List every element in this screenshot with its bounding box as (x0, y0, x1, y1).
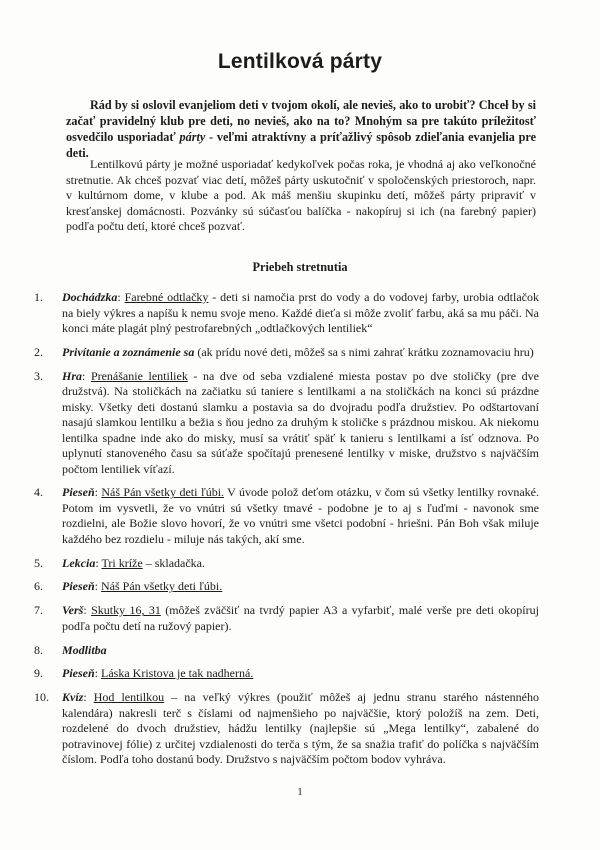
intro-party-word: párty (179, 130, 206, 144)
list-item-number: 7. (34, 603, 43, 618)
list-item (34, 643, 539, 659)
list-item-number: 3. (34, 368, 43, 383)
intro-bold-paragraph (66, 97, 536, 161)
list-item (34, 369, 539, 478)
list-item-label: Privítanie a zoznámenie sa (62, 344, 195, 359)
list-item-number: 8. (34, 642, 43, 657)
list-item-text: (ak prídu nové deti, môžeš sa s nimi zahrať krátku zoznamovaciu hru) (194, 344, 534, 359)
list-item-text: - deti si namočia prst do vody a do vodovej farby, urobia odtlačok na biely výkres a napíšu k nemu svoje meno. Každé dieťa si môže zvoliť farbu, aká sa mu páči. Na konci máte plagát plný pestrofarebných „odtlačkových lentiliek“ (62, 290, 539, 335)
list-item-content: Kvíz: Hod lentilkou – na veľký výkres (použiť môžeš aj jednu stranu starého nástenného kalendára) nakresli terč s číslami od najmenšieho po najväčšie, ktorý položíš na zem. Deti, rozdelené do dvoch družstiev, hádžu lentilky (najlepšie sú „Mega lentilky“, zabalené do potravinovej fólie) z určitej vzdialenosti do terča s tým, že sa snažia trafiť do políčka s najväčším číslom. Podľa toho dostanú body. Družstvo s najväčším počtom bodov vyhráva. (62, 690, 539, 767)
list-item-number: 6. (34, 579, 43, 594)
list-item-label: Pieseň (62, 579, 95, 594)
page-title: Lentilková párty (217, 50, 383, 73)
list-item-content: Pieseň: Náš Pán všetky deti ľúbi. V úvode polož deťom otázku, v čom sú všetky lentilky rovnaké. Potom im vysvetli, že vo vnútri sú všetky tmavé - podobne je to aj s ľuďmi - navonok sme rozdielni, ale Božie slovo hovorí, že vo vnútri sme všetci podobní - hriešni. Pán Boh však miluje každého bez rozdielu - miluje nás takých, akí sme. (62, 485, 539, 546)
list-item (34, 290, 539, 337)
list-item (34, 556, 539, 572)
list-item-number: 4. (34, 485, 43, 500)
list-item-label: Pieseň (62, 485, 95, 500)
intro-bold-a: Rád by si oslovil evanjeliom deti v tvojom okolí, ale nevieš, ako to urobiť? Chceł by si začať pravidelný klub pre deti, no nevieš, ako na to? Mnohým sa pre takúto príležitosť osvedčilo usporiadať (66, 98, 536, 144)
list-item-content: Lekcia: Tri kríže – skladačka. (62, 555, 205, 570)
list-item (34, 579, 539, 595)
list-item-content: Hra: Prenášanie lentiliek - na dve od seba vzdialené miesta postav po dve stoličky (pre dve družstvá). Na stoličkách na začiatku sú taniere s lentilkami a na stoličkách na konci sú prázdne misky. Všetky deti dostanú slamku a postavia sa do dvojradu podľa družstiev. Po odštartovaní nasajú slamkou lentilku a bežia s ňou jedno za druhým k stoličke s prázdnou miskou. Ak niekomu lentilka spadne inde ako do misky, musí sa vrátiť späť k tanieru s lentilkami a ísť odznova. Po uplynutí stanoveného času sa súťaže spočítajú prenesené lentilky v miske, družstvo s najväčším počtom lentiliek víťazí. (62, 368, 539, 476)
list-item (34, 690, 539, 768)
list-item-label: Hra (62, 368, 83, 383)
list-item-content: Verš: Skutky 16, 31 (môžeš zväčšiť na tvrdý papier A3 a vyfarbiť, malé verše pre deti okopíruj podľa počtu detí na ružový papier). (62, 603, 539, 633)
list-item-number: 10. (34, 690, 49, 705)
list-item-text: (môžeš zväčšiť na tvrdý papier A3 a vyfarbiť, malé verše pre deti okopíruj podľa počtu detí na ružový papier). (62, 603, 539, 633)
list-item-number: 2. (34, 344, 43, 359)
list-item (34, 666, 539, 682)
list-item-title: Náš Pán všetky deti ľúbi. (101, 485, 225, 500)
list-item (34, 603, 539, 634)
list-item-text: V úvode polož deťom otázku, v čom sú všetky lentilky rovnaké. Potom im vysvetli, že vo vnútri sú všetky tmavé - podobne je to aj s ľuďmi - navonok sme rozdielni, ale Božie slovo hovorí, že vo vnútri sme všetci podobní - hriešni. Pán Boh však miluje každého bez rozdielu - miluje nás takých, akí sme. (62, 485, 539, 546)
list-item-content (62, 643, 539, 659)
list-item (34, 485, 539, 547)
list-item-label: Verš (62, 603, 84, 618)
list-item-content: Dochádzka: Farebné odtlačky - deti si namočia prst do vody a do vodovej farby, urobia odtlačok na biely výkres a napíšu k nemu svoje meno. Každé dieťa si môže zvoliť farbu, aká sa mu páči. Na konci máte plagát plný pestrofarebných „odtlačkových lentiliek“ (62, 290, 539, 335)
list-item-title: Láska Kristova je tak nadherná. (101, 666, 254, 681)
list-item-text: – na veľký výkres (použiť môžeš aj jednu stranu starého nástenného kalendára) nakresli terč s číslami od najmenšieho po najväčšie, ktorý položíš na zem. Deti, rozdelené do dvoch družstiev, hádžu lentilky (najlepšie sú „Mega lentilky“, zabalené do potravinovej fólie) z určitej vzdialenosti do terča s tým, že sa snažia trafiť do políčka s najväčším číslom. Podľa toho dostanú body. Družstvo s najväčším počtom bodov vyhráva. (62, 690, 539, 767)
intro-body-paragraph: Lentilkovú párty je možné usporiadať kedykoľvek počas roka, je vhodná aj ako veľkonočné stretnutie. Ak chceš pozvať viac detí, môžeš párty uskutočniť v spoločenských priestoroch, napr. v kultúrnom dome, v klube a pod. Ak máš menšiu skupinku detí, môžeš párty pripraviť v kresťanskej domácnosti. Pozvánky sú súčasťou balíčka - nakopíruj si ich (na farebný papier) podľa počtu detí, ktoré chceš pozvať. (66, 157, 536, 233)
list-item-number: 9. (34, 666, 43, 681)
list-item-title: Prenášanie lentiliek (90, 368, 188, 383)
list-item-label: Dochádzka (62, 290, 118, 304)
section-heading: Priebeh stretnutia (252, 260, 348, 274)
program-list (34, 290, 539, 776)
list-item (34, 345, 539, 361)
list-item-content: Pieseň: Náš Pán všetky deti ľúbi. (62, 579, 223, 594)
list-item-label: Pieseň (62, 666, 95, 681)
list-item-text: - na dve od seba vzdialené miesta postav po dve stoličky (pre dve družstvá). Na stoličkách na začiatku sú taniere s lentilkami a na stoličkách na konci sú prázdne misky. Všetky deti dostanú slamku a postavia sa do dvojradu podľa družstiev. Po odštartovaní nasajú slamkou lentilku a bežia s ňou jedno za druhým k stoličke s prázdnou miskou. Ak niekomu lentilka spadne inde ako do misky, musí sa vrátiť späť k tanieru s lentilkami a ísť odznova. Po uplynutí stanoveného času sa súťaže spočítajú prenesené lentilky v miske, družstvo s najväčším počtom lentiliek víťazí. (62, 368, 539, 476)
list-item-label: Modlitba (62, 642, 107, 657)
list-item-title: Farebné odtlačky (124, 290, 209, 304)
list-item-content (62, 345, 539, 361)
intro-bold-b: - veľmi atraktívny a príťažlivý spôsob zdieľania evanjelia pre deti. (66, 130, 536, 160)
list-item-content: Pieseň: Láska Kristova je tak nadherná. (62, 666, 254, 681)
list-item-title: Tri kríže (101, 555, 143, 570)
list-item-number: 1. (34, 290, 43, 304)
page-number: 1 (297, 786, 303, 798)
list-item-title: Skutky 16, 31 (91, 603, 161, 618)
list-item-label: Lekcia (62, 555, 96, 570)
list-item-text: – skladačka. (142, 555, 205, 570)
list-item-title: Náš Pán všetky deti ľúbi. (101, 579, 223, 594)
list-item-number: 5. (34, 555, 43, 570)
list-item-title: Hod lentilkou (93, 690, 165, 705)
list-item-label: Kvíz (62, 690, 84, 705)
